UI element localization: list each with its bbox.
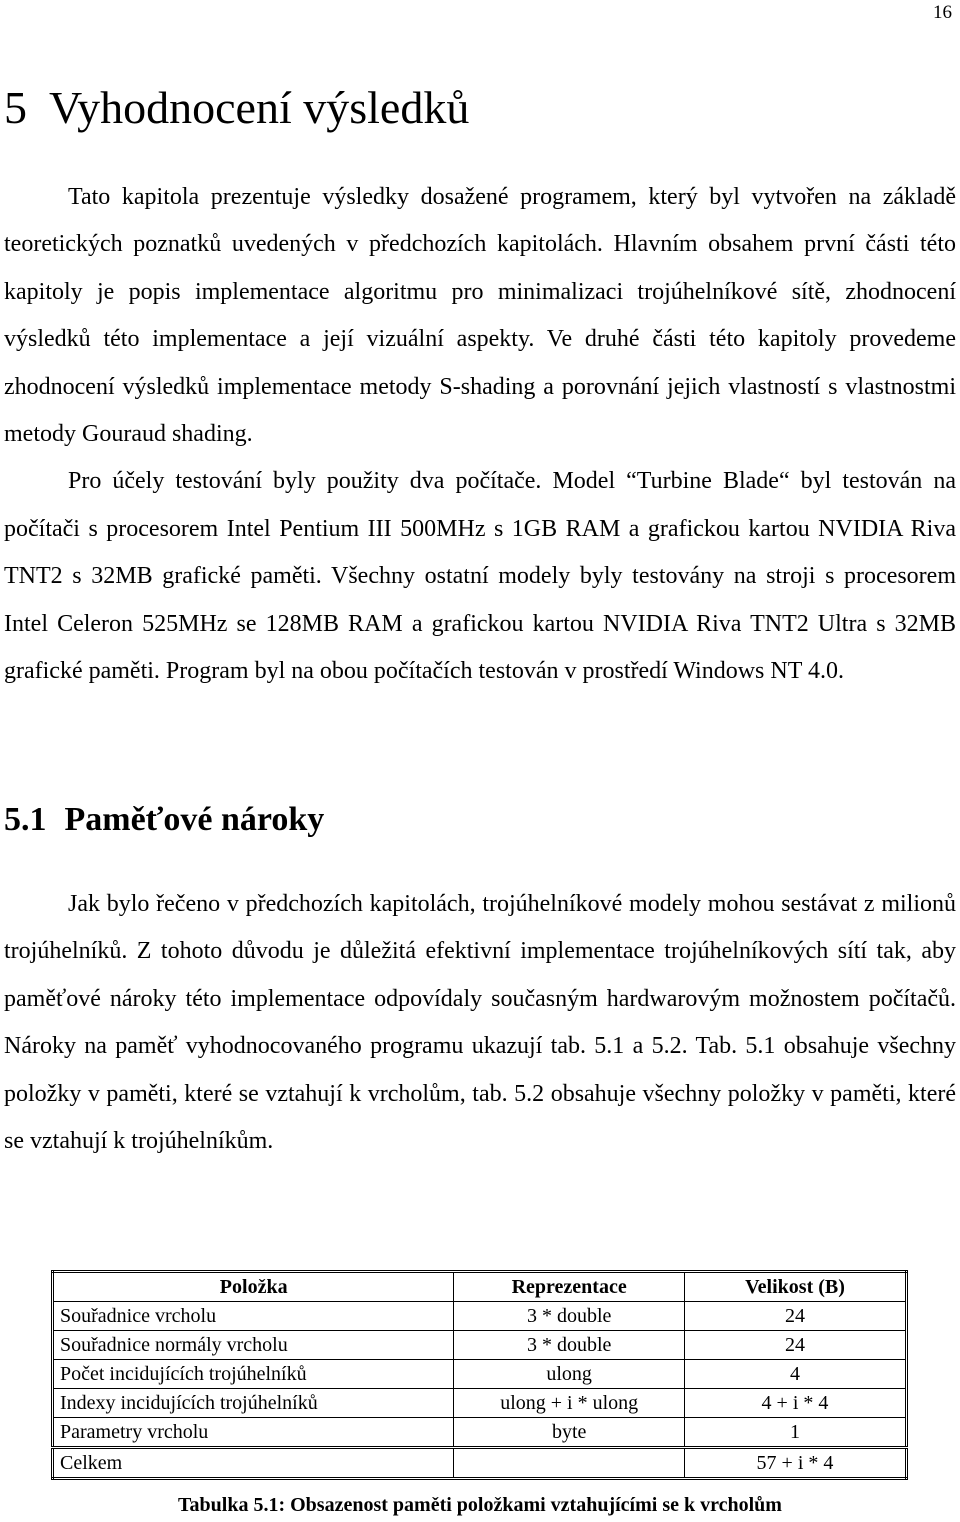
table-cell: 3 * double bbox=[454, 1302, 685, 1331]
table-row bbox=[53, 1302, 907, 1331]
intro-paragraph-1: Tato kapitola prezentuje výsledky dosažené programem, který byl vytvořen na základě teoretických poznatků uvedených v předchozích kapitolách. Hlavním obsahem první části této kapitoly je popis implementace algoritmu pro minimalizaci trojúhelníkové sítě, zhodnocení výsledků této implementace a její vizuální aspekty. Ve druhé části této kapitoly provedeme zhodnocení výsledků implementace metody S-shading a porovnání jejich vlastností s vlastnostmi metody Gouraud shading. bbox=[4, 184, 956, 448]
table-cell: ulong + i * ulong bbox=[454, 1389, 685, 1418]
table-header-cell: Velikost (B) bbox=[684, 1272, 906, 1302]
table-header-cell: Položka bbox=[53, 1272, 454, 1302]
chapter-heading bbox=[4, 78, 469, 138]
intro-paragraph-2: Pro účely testování byly použity dva počítače. Model “Turbine Blade“ byl testován na počítači s procesorem Intel Pentium III 500MHz s 1GB RAM a grafickou kartou NVIDIA Riva TNT2 s 32MB grafické paměti. Všechny ostatní modely byly testovány na stroji s procesorem Intel Celeron 525MHz se 128MB RAM a grafickou kartou NVIDIA Riva TNT2 Ultra s 32MB grafické paměti. Program byl na obou počítačích testován v prostředí Windows NT 4.0. bbox=[4, 468, 956, 685]
table-cell: Celkem bbox=[53, 1448, 454, 1479]
table-total-row bbox=[53, 1448, 907, 1479]
table-row bbox=[53, 1360, 907, 1389]
table-cell: 1 bbox=[684, 1418, 906, 1448]
section-paragraph-1: Jak bylo řečeno v předchozích kapitolách, trojúhelníkové modely mohou sestávat z milionů trojúhelníků. Z tohoto důvodu je důležitá efektivní implementace trojúhelníkových sítí tak, aby paměťové nároky této implementace odpovídaly současným hardwarovým možnostem počítačů. Nároky na paměť vyhodnocovaného programu ukazují tab. 5.1 a 5.2. Tab. 5.1 obsahuje všechny položky v paměti, které se vztahují k vrcholům, tab. 5.2 obsahuje všechny položky v paměti, které se vztahují k trojúhelníkům. bbox=[4, 891, 956, 1155]
table-cell: Souřadnice vrcholu bbox=[53, 1302, 454, 1331]
table-row bbox=[53, 1389, 907, 1418]
table-cell: Indexy incidujících trojúhelníků bbox=[53, 1389, 454, 1418]
page-number: 16 bbox=[933, 2, 952, 23]
intro-text bbox=[4, 174, 956, 695]
table-cell: 4 bbox=[684, 1360, 906, 1389]
table-cell: 24 bbox=[684, 1331, 906, 1360]
table-cell: 3 * double bbox=[454, 1331, 685, 1360]
chapter-title: Vyhodnocení výsledků bbox=[49, 82, 470, 133]
table-cell bbox=[454, 1448, 685, 1479]
section-number: 5.1 bbox=[4, 801, 47, 838]
table-cell: 4 + i * 4 bbox=[684, 1389, 906, 1418]
section-heading bbox=[4, 796, 324, 844]
memory-table bbox=[51, 1270, 908, 1480]
table-cell: byte bbox=[454, 1418, 685, 1448]
table-row bbox=[53, 1418, 907, 1448]
table-cell: ulong bbox=[454, 1360, 685, 1389]
section-text bbox=[4, 881, 956, 1165]
table-header-row bbox=[53, 1272, 907, 1302]
table-caption: Tabulka 5.1: Obsazenost paměti položkami vztahujícími se k vrcholům bbox=[178, 1494, 782, 1516]
table-header-cell: Reprezentace bbox=[454, 1272, 685, 1302]
table-cell: Parametry vrcholu bbox=[53, 1418, 454, 1448]
section-title: Paměťové nároky bbox=[64, 801, 325, 838]
table-cell: Souřadnice normály vrcholu bbox=[53, 1331, 454, 1360]
table-cell: 57 + i * 4 bbox=[684, 1448, 906, 1479]
chapter-number: 5 bbox=[4, 82, 27, 133]
table-cell: Počet incidujících trojúhelníků bbox=[53, 1360, 454, 1389]
table-row bbox=[53, 1331, 907, 1360]
table-cell: 24 bbox=[684, 1302, 906, 1331]
